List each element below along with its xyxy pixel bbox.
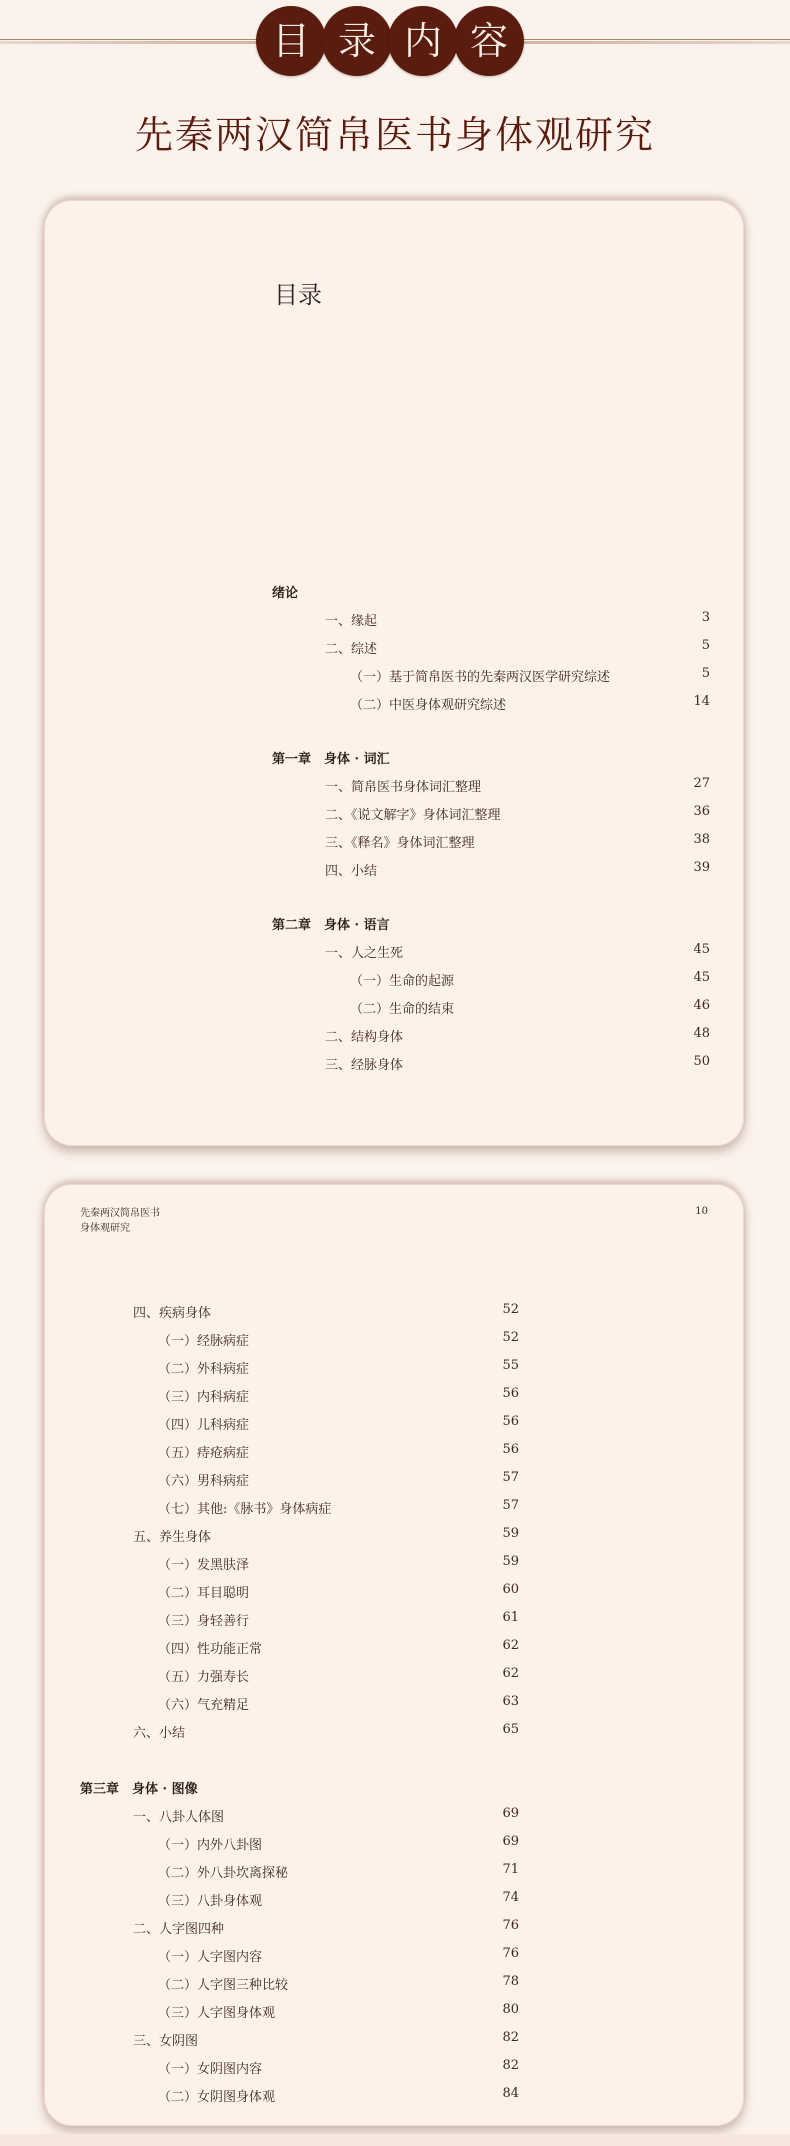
toc-entry-label: （一）女阴图内容	[158, 2062, 263, 2077]
toc-entry-page: 76	[502, 1946, 519, 1961]
bottom-strip	[0, 2134, 790, 2146]
badge-char-3: 内	[388, 6, 458, 76]
toc-entry-page: 63	[502, 1694, 519, 1709]
toc-entry	[158, 1638, 262, 1657]
toc-entry-label: 一、八卦人体图	[133, 1810, 225, 1825]
toc-entry	[158, 1330, 249, 1349]
toc-entry-page: 5	[701, 666, 710, 681]
toc-entry-label: （五）力强寿长	[158, 1670, 250, 1685]
toc-entry	[350, 694, 506, 713]
toc-entry-label: （一）内外八卦图	[158, 1838, 263, 1853]
toc-entry-label: 第一章 身体 · 词汇	[272, 752, 390, 767]
toc-entry-label: 第二章 身体 · 语言	[272, 918, 390, 933]
toc-entry-page: 74	[502, 1890, 519, 1905]
toc-entry-page: 39	[693, 860, 710, 875]
toc-entry-page: 27	[693, 776, 710, 791]
toc-entry-page: 82	[502, 2058, 519, 2073]
toc-entry-page: 5	[701, 638, 710, 653]
running-header-line-1: 先秦两汉简帛医书	[80, 1208, 160, 1219]
toc-entry-label: 一、缘起	[325, 614, 378, 629]
toc-entry	[325, 942, 403, 961]
toc-entry	[158, 1442, 249, 1461]
toc-entry-label: 五、养生身体	[133, 1530, 212, 1545]
toc-entry	[133, 2030, 198, 2049]
toc-chapter-heading	[272, 748, 390, 767]
badge-char-1: 目	[256, 6, 326, 76]
toc-entry	[133, 1918, 224, 1937]
toc-entry-page: 82	[502, 2030, 519, 2045]
toc-entry-page: 56	[502, 1414, 519, 1429]
toc-entry-label: （二）生命的结束	[350, 1002, 455, 1017]
toc-entry-page: 55	[502, 1358, 519, 1373]
toc-entry-label: （二）女阴图身体观	[158, 2090, 276, 2105]
toc-entry-page: 56	[502, 1442, 519, 1457]
toc-entry-label: （七）其他:《脉书》身体病症	[158, 1502, 332, 1517]
page-number: 10	[695, 1206, 708, 1217]
toc-entry-label: （一）经脉病症	[158, 1334, 250, 1349]
toc-entry-page: 76	[502, 1918, 519, 1933]
toc-entry	[325, 610, 377, 629]
badge-char-2: 录	[322, 6, 392, 76]
toc-entry	[158, 1386, 249, 1405]
toc-chapter-heading	[272, 582, 298, 601]
toc-entry-page: 45	[693, 970, 710, 985]
toc-entry-label: 二、综述	[325, 642, 378, 657]
toc-entry-label: （一）基于简帛医书的先秦两汉医学研究综述	[350, 670, 611, 685]
toc-entry-label: （一）生命的起源	[350, 974, 455, 989]
toc-entry	[158, 1974, 288, 1993]
badge-char-4: 容	[454, 6, 524, 76]
toc-entry	[158, 1498, 331, 1517]
toc-entry-page: 36	[693, 804, 710, 819]
toc-entry	[133, 1302, 211, 1321]
toc-entry-page: 59	[502, 1554, 519, 1569]
toc-chapter-heading	[272, 914, 390, 933]
toc-entry-label: 三、经脉身体	[325, 1058, 404, 1073]
toc-entry-page: 57	[502, 1470, 519, 1485]
toc-entry-label: （二）外科病症	[158, 1362, 250, 1377]
toc-heading: 目录	[274, 281, 322, 309]
running-header-line-2: 身体观研究	[80, 1223, 130, 1234]
toc-entry-page: 52	[502, 1330, 519, 1345]
toc-entry-label: （一）发黑肤泽	[158, 1558, 250, 1573]
toc-entry-page: 38	[693, 832, 710, 847]
toc-entry-page: 14	[693, 694, 710, 709]
toc-entry	[325, 638, 377, 657]
toc-entry-page: 3	[701, 610, 710, 625]
toc-page-1	[44, 200, 744, 1146]
toc-entry-page: 69	[502, 1834, 519, 1849]
toc-entry	[325, 1026, 403, 1045]
toc-entry	[325, 860, 377, 879]
toc-entry	[325, 1054, 403, 1073]
toc-entry-label: 一、人之生死	[325, 946, 404, 961]
toc-entry-label: 四、疾病身体	[133, 1306, 212, 1321]
toc-entry-label: 二、结构身体	[325, 1030, 404, 1045]
toc-entry	[158, 2002, 275, 2021]
toc-entry-label: （三）人字图身体观	[158, 2006, 276, 2021]
toc-entry	[158, 1358, 249, 1377]
toc-entry-label: 第三章 身体 · 图像	[80, 1782, 198, 1797]
toc-entry-label: 绪论	[272, 586, 299, 601]
toc-entry-page: 48	[693, 1026, 710, 1041]
toc-entry-page: 59	[502, 1526, 519, 1541]
toc-entry	[350, 666, 610, 685]
toc-entry-label: （二）外八卦坎离探秘	[158, 1866, 289, 1881]
toc-entry-label: （四）儿科病症	[158, 1418, 250, 1433]
toc-entry-page: 46	[693, 998, 710, 1013]
toc-entry-label: 二、人字图四种	[133, 1922, 225, 1937]
toc-entry	[158, 1414, 249, 1433]
toc-entry-label: （一）人字图内容	[158, 1950, 263, 1965]
toc-entry-page: 56	[502, 1386, 519, 1401]
toc-entry-label: 一、简帛医书身体词汇整理	[325, 780, 482, 795]
toc-entry	[158, 1582, 249, 1601]
toc-entry	[350, 998, 454, 1017]
toc-entry-label: （二）人字图三种比较	[158, 1978, 289, 1993]
toc-entry-page: 62	[502, 1638, 519, 1653]
toc-entry	[158, 1834, 262, 1853]
toc-entry-page: 57	[502, 1498, 519, 1513]
running-header	[80, 1206, 160, 1236]
toc-entry	[158, 1554, 249, 1573]
toc-entry-page: 65	[502, 1722, 519, 1737]
toc-entry	[133, 1526, 211, 1545]
toc-entry-label: （六）男科病症	[158, 1474, 250, 1489]
toc-entry-label: （三）八卦身体观	[158, 1894, 263, 1909]
toc-chapter-heading	[80, 1778, 198, 1797]
toc-entry-page: 78	[502, 1974, 519, 1989]
toc-entry	[158, 1694, 249, 1713]
section-badge-group	[256, 0, 536, 86]
toc-entry	[158, 2058, 262, 2077]
toc-entry-label: （四）性功能正常	[158, 1642, 263, 1657]
toc-entry	[325, 804, 501, 823]
toc-entry-page: 52	[502, 1302, 519, 1317]
toc-entry	[133, 1722, 185, 1741]
toc-entry	[158, 1470, 249, 1489]
toc-entry-page: 84	[502, 2086, 519, 2101]
toc-entry-label: （五）痔疮病症	[158, 1446, 250, 1461]
toc-entry	[325, 776, 481, 795]
toc-entry-label: （二）耳目聪明	[158, 1586, 250, 1601]
toc-entry-page: 61	[502, 1610, 519, 1625]
toc-entry-page: 69	[502, 1806, 519, 1821]
toc-entry	[325, 832, 475, 851]
toc-entry	[158, 1862, 288, 1881]
toc-entry-label: 二、《说文解字》身体词汇整理	[325, 808, 501, 823]
toc-entry-label: 三、《释名》身体词汇整理	[325, 836, 475, 851]
toc-entry-page: 60	[502, 1582, 519, 1597]
toc-entry-page: 50	[693, 1054, 710, 1069]
toc-entry	[350, 970, 454, 989]
toc-entry-label: （二）中医身体观研究综述	[350, 698, 507, 713]
toc-entry-label: 三、女阴图	[133, 2034, 199, 2049]
toc-entry	[158, 1610, 249, 1629]
toc-entry-label: （六）气充精足	[158, 1698, 250, 1713]
toc-entry-label: 六、小结	[133, 1726, 186, 1741]
book-title: 先秦两汉简帛医书身体观研究	[134, 113, 655, 157]
toc-entry-page: 45	[693, 942, 710, 957]
toc-entry-page: 71	[502, 1862, 519, 1877]
toc-page-2	[44, 1184, 744, 2126]
toc-entry	[158, 2086, 275, 2105]
toc-entry-label: 四、小结	[325, 864, 378, 879]
toc-entry-label: （三）内科病症	[158, 1390, 250, 1405]
toc-entry	[158, 1666, 249, 1685]
toc-entry	[133, 1806, 224, 1825]
toc-entry-page: 80	[502, 2002, 519, 2017]
toc-entry	[158, 1946, 262, 1965]
toc-entry	[158, 1890, 262, 1909]
toc-entry-label: （三）身轻善行	[158, 1614, 250, 1629]
toc-entry-page: 62	[502, 1666, 519, 1681]
